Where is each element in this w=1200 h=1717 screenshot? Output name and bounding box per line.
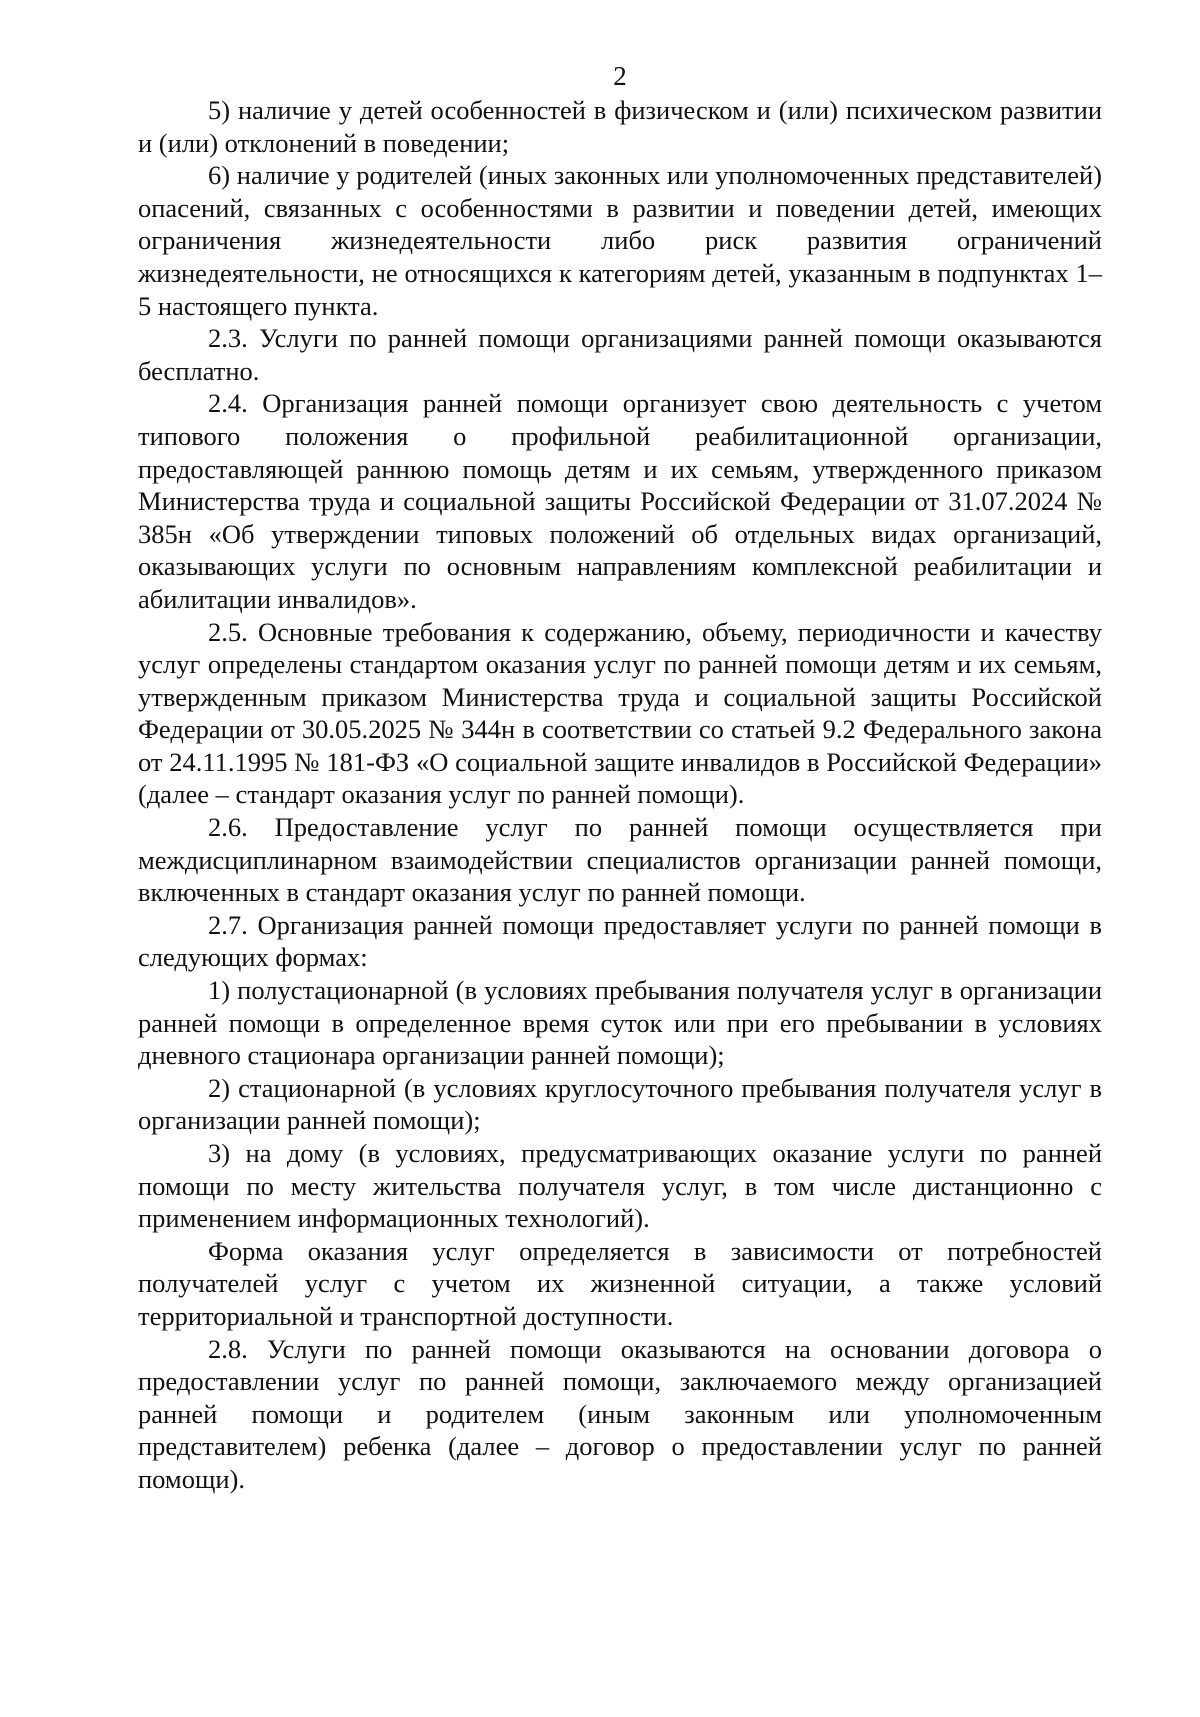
document-page <box>138 60 1102 1496</box>
paragraph-form-note: Форма оказания услуг определяется в зависимости от потребностей получателей услуг с учетом их жизненной ситуации, а также условий территориальной и транспортной доступности. <box>138 1235 1102 1331</box>
page-number: 2 <box>613 61 627 91</box>
paragraph-item-6: 6) наличие у родителей (иных законных или уполномоченных представителей) опасений, связанных с особенностями в развитии и поведении детей, имеющих ограничения жизнедеятельности либо риск развития ограничений жизнедеятельности, не относящихся к категориям детей, указанным в подпунктах 1–5 настоящего пункта. <box>138 160 1102 321</box>
paragraph-2-4: 2.4. Организация ранней помощи организует свою деятельность с учетом типового положения о профильной реабилитационной организации, предоставляющей раннюю помощь детям и их семьям, утвержденного приказом Министерства труда и социальной защиты Российской Федерации от 31.07.2024 № 385н «Об утверждении типовых положений об отдельных видах организаций, оказывающих услуги по основным направлениям комплексной реабилитации и абилитации инвалидов». <box>138 388 1102 614</box>
paragraph-form-1: 1) полустационарной (в условиях пребывания получателя услуг в организации ранней помощи в определенное время суток или при его пребывании в условиях дневного стационара организации ранней помощи); <box>138 975 1102 1071</box>
paragraph-2-5: 2.5. Основные требования к содержанию, объему, периодичности и качеству услуг определены стандартом оказания услуг по ранней помощи детям и их семьям, утвержденным приказом Министерства труда и социальной защиты Российской Федерации от 30.05.2025 № 344н в соответствии со статьей 9.2 Федерального закона от 24.11.1995 № 181-ФЗ «О социальной защите инвалидов в Российской Федерации» (далее – стандарт оказания услуг по ранней помощи). <box>138 616 1102 810</box>
paragraph-2-3: 2.3. Услуги по ранней помощи организациями ранней помощи оказываются бесплатно. <box>138 323 1102 386</box>
paragraph-form-2: 2) стационарной (в условиях круглосуточного пребывания получателя услуг в организации ранней помощи); <box>138 1072 1102 1136</box>
paragraph-item-5: 5) наличие у детей особенностей в физическом и (или) психическом развитии и (или) отклонений в поведении; <box>138 95 1102 158</box>
paragraph-form-3: 3) на дому (в условиях, предусматривающих оказание услуги по ранней помощи по месту жительства получателя услуг, в том числе дистанционно с применением информационных технологий). <box>138 1138 1102 1234</box>
paragraph-2-6: 2.6. Предоставление услуг по ранней помощи осуществляется при междисциплинарном взаимодействии специалистов организации ранней помощи, включенных в стандарт оказания услуг по ранней помощи. <box>138 812 1102 908</box>
paragraph-2-7: 2.7. Организация ранней помощи предоставляет услуги по ранней помощи в следующих формах: <box>138 909 1102 973</box>
paragraph-2-8: 2.8. Услуги по ранней помощи оказываются на основании договора о предоставлении услуг по ранней помощи, заключаемого между организацией ранней помощи и родителем (иным законным или уполномоченным представителем) ребенка (далее – договор о предоставлении услуг по ранней помощи). <box>138 1333 1102 1494</box>
